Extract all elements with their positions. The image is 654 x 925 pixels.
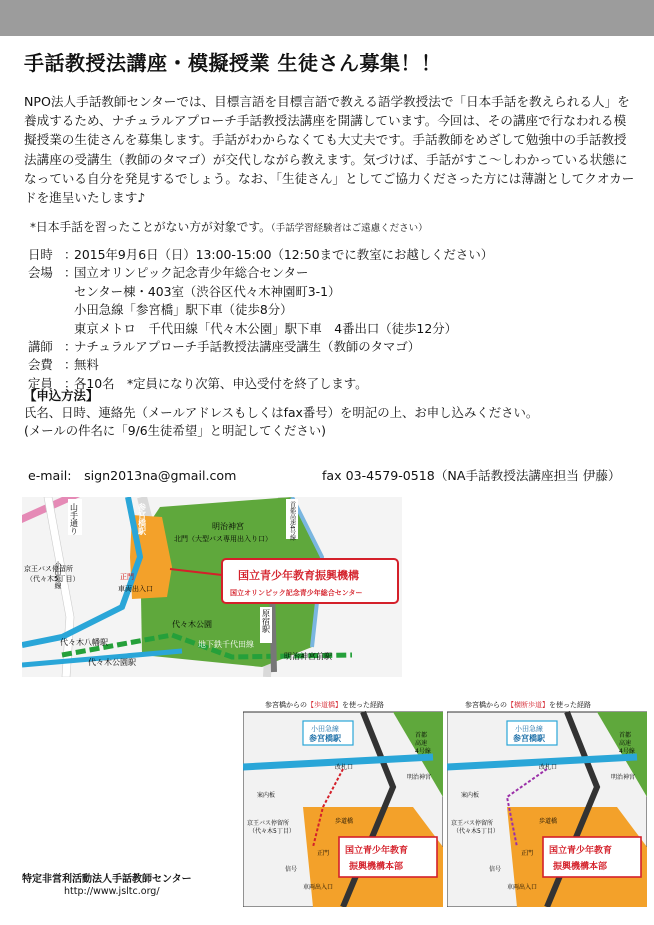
route-heading-mark: 【歩道橋】 (307, 701, 342, 709)
label-hodokyo: 歩道橋 (539, 818, 558, 825)
label-shuto-2: 高速 (619, 740, 632, 747)
email-address[interactable]: e-mail: sign2013na@gmail.com (28, 468, 237, 483)
map-label-yoyogi-hachiman: 代々木八幡駅 (60, 638, 108, 647)
route-heading-tail: を使った経路 (342, 701, 384, 709)
intro-paragraph: NPO法人手話教師センターでは、目標言語を目標言語で教える語学教授法で「日本手話を教えられる人」を養成するため、ナチュラルアプローチ手話教授法講座を開講しています。今回は、その講座で行なわれる模擬授業の生徒さんを募集します。手話がわからなくても大丈夫です。手話教師をめざして勉強中の手話教授法講座の受講生（教師のタマゴ）が交代しながら教えます。気づけば、手話がすこ～しわかっている状態になっている自分を発見するでしょう。なお、「生徒さん」としてご協力くださった方には薄謝としてクオカードを進呈いたします♪ (24, 94, 635, 206)
label-shingo: 信号 (285, 866, 298, 873)
label-bus-1: 京王バス停留所 (247, 820, 290, 827)
map-label-shuto: 首都高速4号線 (288, 501, 296, 541)
station-label-1: 小田急線 (311, 725, 339, 733)
info-teacher-row (28, 338, 493, 356)
map-label-harajuku: 原宿駅 (261, 609, 271, 633)
map-label-sangubashi: 参宮橋駅 (137, 503, 147, 535)
label-sharyo: 車両出入口 (507, 884, 538, 891)
label-shuto-1: 首都 (415, 732, 428, 739)
apply-heading: 【申込方法】 (24, 388, 99, 403)
label-shuto-3: 4号線 (415, 748, 431, 755)
destination-label-1: 国立青少年教育 (345, 846, 409, 856)
map-label-yoyogi-park: 代々木公園 (172, 620, 212, 629)
route-heading-text: 参宮橋からの (265, 701, 307, 709)
target-note-small: （手話学習経験者はご遠慮ください） (270, 223, 428, 234)
map-label-seimon: 正門 (120, 573, 134, 581)
info-venue-row (28, 264, 493, 282)
venue-access-metro: 東京メトロ 千代田線「代々木公園」駅下車 4番出口（徒歩12分） (74, 320, 457, 336)
label-shingo: 信号 (489, 866, 502, 873)
label-bus-2: （代々木5丁目） (249, 828, 295, 835)
teacher-value: ナチュラルアプローチ手話教授法講座受講生（教師のタマゴ） (74, 338, 421, 354)
map-label-keio-bus: 京王バス停留所 (24, 565, 73, 573)
route-map-footbridge (243, 697, 443, 907)
label-shuto-1: 首都 (619, 732, 632, 739)
capacity-value: 各10名 *定員になり次第、申込受付を終了します。 (74, 375, 368, 391)
destination-label-2: 振興機構本部 (553, 862, 608, 872)
colon: ： (64, 338, 77, 354)
contact-line (28, 465, 621, 484)
destination-label-2: 振興機構本部 (349, 862, 404, 872)
date-label: 日時 (28, 247, 53, 262)
colon: ： (64, 357, 77, 373)
label-annai: 案内板 (257, 792, 276, 799)
label-hodokyo: 歩道橋 (335, 818, 354, 825)
label-sharyo: 車両出入口 (303, 884, 334, 891)
info-date-row (28, 246, 493, 264)
label-bus-2: （代々木5丁目） (453, 828, 499, 835)
colon: ： (64, 375, 77, 391)
label-shuto-2: 高速 (415, 740, 428, 747)
map-label-yamate: 山手通り (69, 503, 79, 535)
map-label-kitamon: 北門（大型バス専用出入り口） (174, 535, 272, 543)
destination-label-1: 国立青少年教育 (549, 846, 613, 856)
station-label-2: 参宮橋駅 (513, 734, 545, 743)
route-heading-mark: 【横断歩道】 (507, 701, 549, 709)
callout-title: 国立青少年教育振興機構 (238, 569, 359, 582)
organization-name: 特定非営利活動法人手話教師センター (22, 874, 192, 885)
apply-line-1: 氏名、日時、連絡先（メールアドレスもしくはfax番号）を明記の上、お申し込みください。 (24, 405, 539, 420)
map-label-chiyoda: 地下鉄千代田線 (198, 640, 254, 649)
label-kaisatsu: 改札口 (335, 764, 354, 771)
route-map-heading (265, 700, 384, 709)
station-label-2: 参宮橋駅 (309, 734, 341, 743)
apply-line-2: (メールの件名に「9/6生徒希望」と明記してください) (24, 423, 326, 439)
venue-room: センター棟・403室（渋谷区代々木神園町3-1） (74, 283, 341, 299)
top-bar (0, 0, 654, 36)
label-meiji: 明治神宮 (611, 774, 636, 781)
colon: ： (64, 265, 77, 281)
area-map (22, 497, 402, 677)
station-label-1: 小田急線 (515, 725, 543, 733)
venue-value: 国立オリンピック記念青少年総合センター (74, 265, 309, 281)
target-note-text: *日本手話を習ったことがない方が対象です。 (30, 220, 271, 234)
label-shuto-3: 4号線 (619, 748, 635, 755)
label-kaisatsu: 改札口 (539, 764, 558, 771)
map-label-meiji-jingumae: 明治神宮前駅 (284, 652, 332, 661)
organization-url[interactable]: http://www.jsltc.org/ (64, 886, 160, 897)
event-info (28, 246, 493, 393)
map-label-keio-bus-2: （代々木5丁目） (26, 575, 80, 583)
map-label-yoyogi-koen: 代々木公園駅 (88, 658, 136, 667)
date-value: 2015年9月6日（日）13:00-15:00（12:50までに教室にお越しください） (74, 247, 494, 262)
route-heading-text: 参宮橋からの (465, 701, 507, 709)
label-annai: 案内板 (461, 792, 480, 799)
capacity-label: 定員 (28, 375, 53, 391)
map-label-odakyu: 小田急線 (54, 561, 62, 589)
callout-subtitle: 国立オリンピック記念青少年総合センター (230, 589, 363, 597)
label-seimon: 正門 (317, 850, 330, 857)
info-fee-row (28, 356, 493, 374)
label-seimon: 正門 (521, 850, 534, 857)
colon: ： (64, 247, 77, 262)
apply-instructions (24, 404, 538, 441)
label-meiji: 明治神宮 (407, 774, 432, 781)
target-note (30, 218, 428, 235)
page-title: 手話教授法講座・模擬授業 生徒さん募集！！ (24, 51, 442, 75)
venue-label: 会場 (28, 265, 53, 281)
venue-access-odakyu: 小田急線「参宮橋」駅下車（徒歩8分） (74, 302, 293, 318)
fee-value: 無料 (74, 357, 99, 373)
fax-number: fax 03-4579-0518（NA手話教授法講座担当 伊藤） (322, 468, 621, 483)
label-bus-1: 京王バス停留所 (451, 820, 494, 827)
route-map-crosswalk (447, 697, 647, 907)
fee-label: 会費 (28, 357, 53, 373)
teacher-label: 講師 (28, 338, 53, 354)
route-map-heading (465, 700, 591, 709)
route-heading-tail: を使った経路 (549, 701, 591, 709)
map-label-meiji-jingu: 明治神宮 (212, 522, 244, 531)
map-label-sharyo: 車両出入口 (118, 585, 153, 593)
